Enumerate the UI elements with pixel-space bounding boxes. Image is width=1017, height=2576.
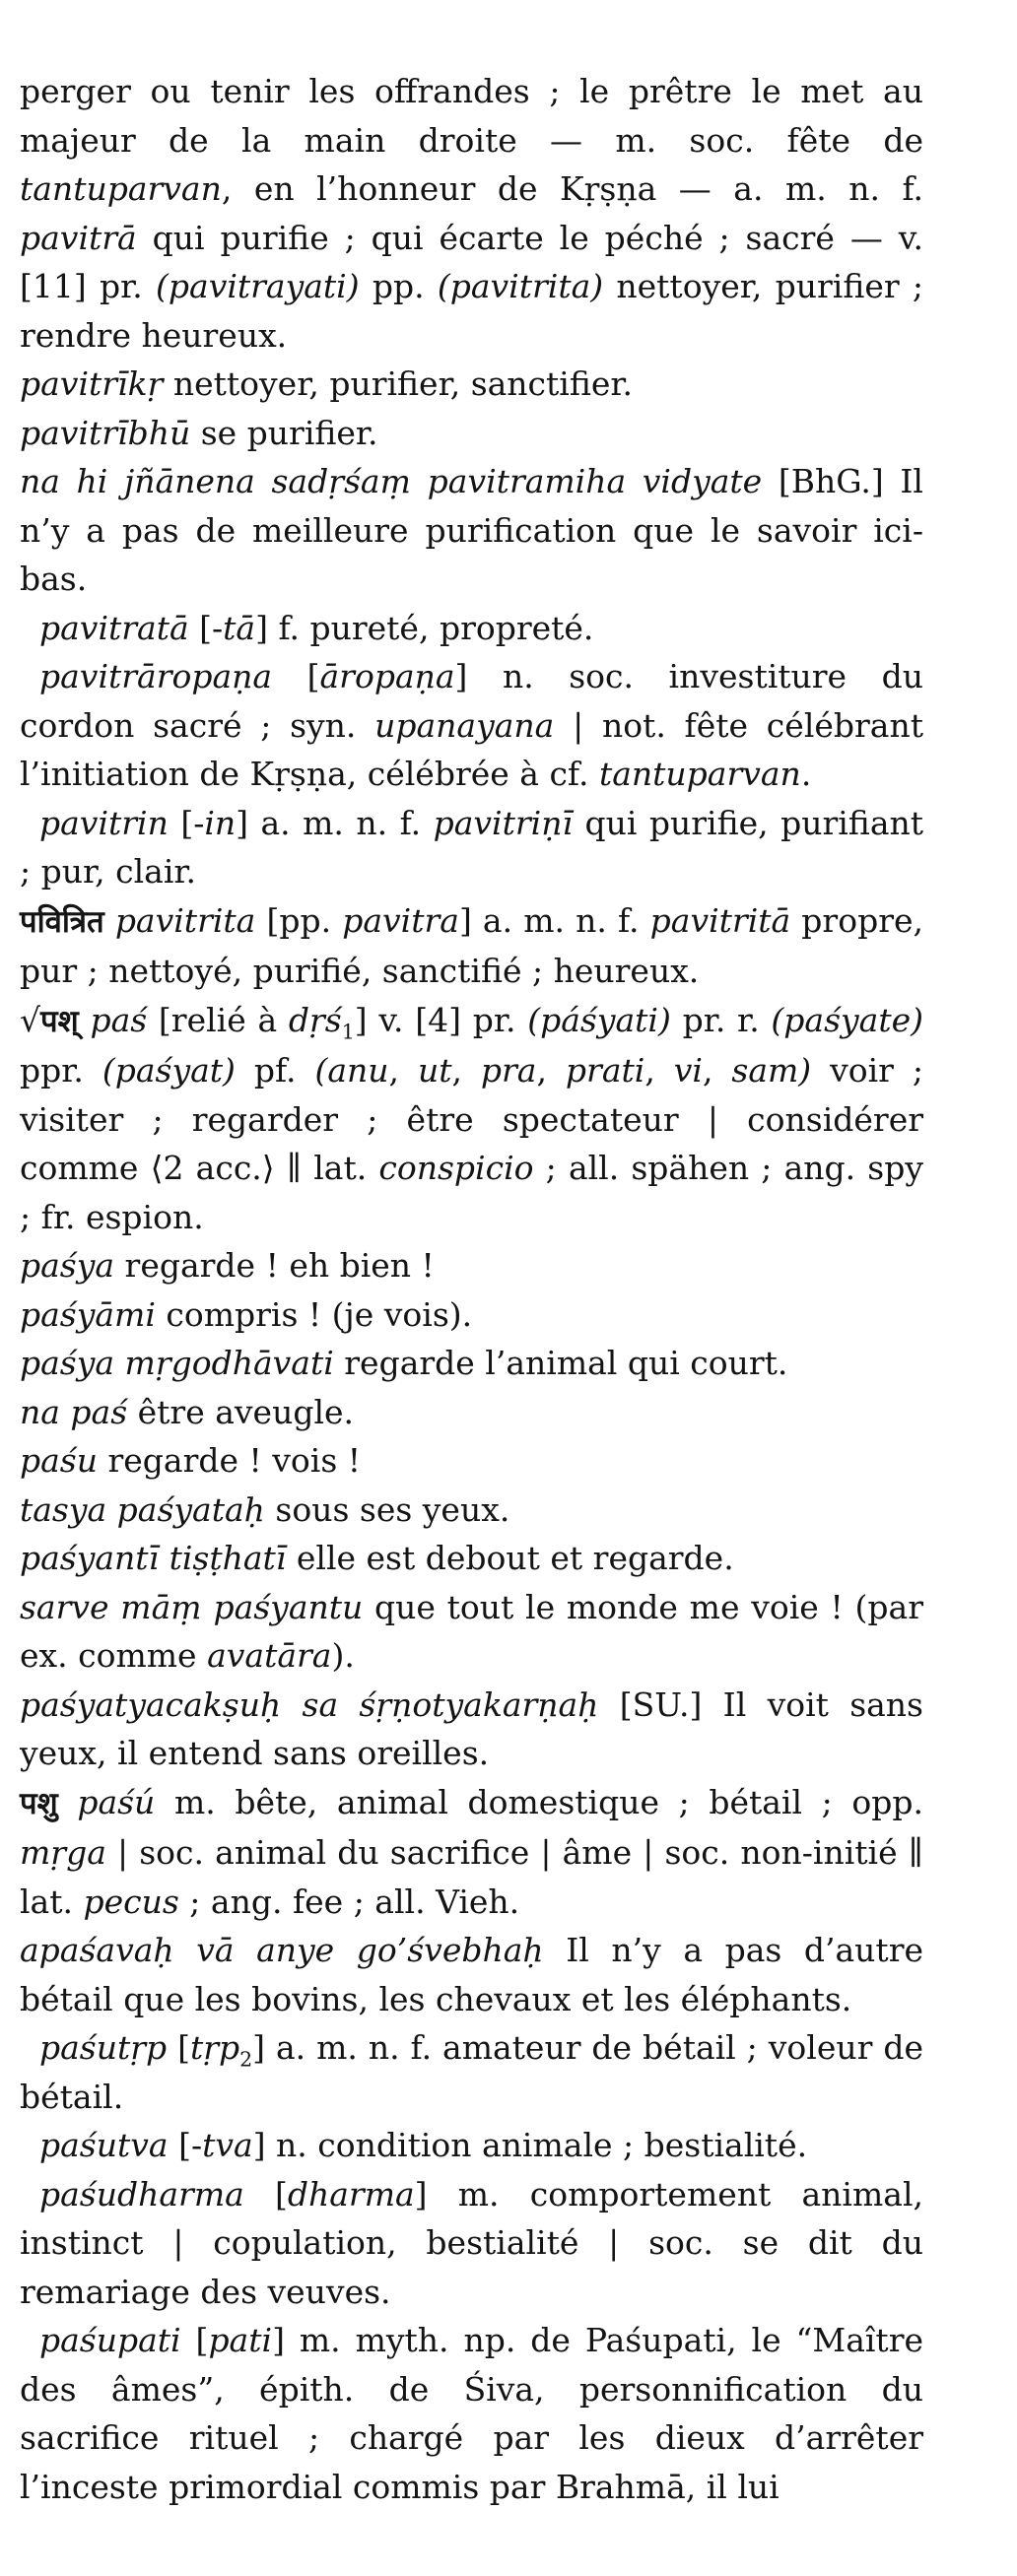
italic-text: in [204,803,237,842]
subscript-index: 2 [239,2047,253,2072]
plain-text: [ [180,2321,209,2359]
italic-text: (paśyat) [102,1051,236,1090]
entry-paragraph [20,1534,923,1583]
sub-entry [20,652,923,799]
italic-text: mṛga [20,1833,106,1872]
italic-text: pati [208,2321,273,2359]
italic-text: avatāra [207,1636,332,1675]
sub-entry [20,2121,923,2170]
italic-text: na hi jñānena sadṛśaṃ pavitramiha vidyate [20,462,763,500]
italic-text: paśyantī tiṣṭhatī [20,1539,287,1577]
entry-paragraph [20,1241,923,1290]
italic-text: pavitrin [39,803,169,842]
plain-text: pr. r. [670,1000,772,1039]
italic-text: pavitrā [20,218,137,257]
plain-text: [ [243,2174,288,2213]
italic-text: (anu [314,1051,389,1090]
plain-text: ). [331,1636,355,1675]
italic-text: paś [90,1000,148,1039]
plain-text [104,901,115,940]
entry-paragraph [20,1436,923,1486]
plain-text: | not. fête célébrant l’initiation de Kṛṣṇa, célébrée à cf. [20,705,923,793]
italic-text: paśudharma [39,2174,244,2213]
entry-paragraph [20,1681,923,1778]
plain-text: [ [167,2028,190,2067]
plain-text: se purifier. [190,413,378,452]
entry-paragraph [20,1583,923,1681]
plain-text: , [451,1051,481,1090]
plain-text: ] m. comportement animal, instinct | copulation, bestialité | soc. se dit du remariage des veuves. [20,2174,923,2311]
italic-text: pavitrita [114,900,256,940]
subscript-index: 1 [341,1020,355,1044]
plain-text: nettoyer, purifier ; rendre heureux. [20,267,924,355]
plain-text: , [702,1051,732,1090]
entry-paragraph [20,67,923,360]
plain-text: ; ang. fee ; all. Vieh. [178,1882,520,1921]
italic-text: (paśyate) [771,1000,924,1039]
plain-text: | soc. animal du sacrifice | âme | soc. non-initié ∥ lat. [20,1833,923,1921]
italic-text: (pavitrayati) [156,267,360,305]
entry-paragraph [20,996,923,1242]
italic-text: tasya paśyataḥ [20,1489,265,1529]
italic-text: paśú [77,1782,156,1821]
plain-text: ] n. condition animale ; bestialité. [252,2126,808,2164]
italic-text: vi [673,1051,703,1090]
plain-text: ] m. myth. np. de Paśupati, le “Maître des âmes”, épith. de Śiva, personnification du sacrifice rituel ; chargé par les dieux d’arrêter l’inceste primordial commis par Brahmā, il lui [20,2321,923,2506]
plain-text: [pp. [255,900,343,940]
devanagari-headword: पश् [40,1003,79,1039]
devanagari-headword: पवित्रित [20,903,104,940]
plain-text: ppr. [20,1051,102,1090]
sub-entry [20,2316,923,2511]
plain-text: , [644,1051,674,1090]
plain-text: ; all. spähen ; ang. spy ; fr. espion. [20,1149,923,1236]
sub-entry [20,2170,923,2317]
plain-text: , [536,1051,566,1090]
italic-text: paśyatyacakṣuḥ sa śṛṇotyakarṇaḥ [20,1684,599,1724]
plain-text: compris ! (je vois). [155,1294,473,1334]
italic-text: conspicio [378,1149,534,1187]
entry-paragraph [20,896,923,996]
sub-entry [20,604,923,653]
italic-text: pavitrīkṛ [20,364,164,403]
italic-text: pavitrībhū [20,413,191,452]
plain-text: regarde ! eh bien ! [114,1246,435,1285]
plain-text: √ [20,1000,41,1039]
plain-text: que tout le monde me voie ! (par ex. comme [20,1587,924,1675]
plain-text: , [388,1051,418,1090]
plain-text: [ [272,657,320,695]
italic-text: āropaṇa [319,657,455,695]
plain-text: regarde l’animal qui court. [333,1344,788,1382]
plain-text: Il n’y a pas d’autre bétail que les bovins, les chevaux et les éléphants. [20,1931,923,2018]
italic-text: paśutṛp [39,2028,168,2067]
plain-text: qui purifie ; qui écarte le péché ; sacré — v. [11] pr. [20,218,923,305]
plain-text [58,1783,78,1821]
italic-text: upanayana [374,705,555,745]
entry-paragraph [20,1339,923,1388]
italic-text: paśupati [39,2321,181,2359]
italic-text: pavitra [342,900,459,940]
italic-text: (pavitrita) [437,267,604,305]
plain-text: [- [188,608,224,647]
sub-entry [20,799,923,896]
italic-text: ut [417,1051,452,1090]
plain-text: . [800,755,812,793]
entry-paragraph [20,1778,923,1927]
italic-text: paśya [20,1246,115,1285]
plain-text: elle est debout et regarde. [286,1539,734,1577]
italic-text: tva [202,2126,253,2164]
devanagari-headword: पशु [20,1785,58,1821]
plain-text [79,1001,91,1039]
entry-paragraph [20,1486,923,1535]
plain-text: perger ou tenir les offrandes ; le prêtre le met au majeur de la main droite — m. soc. fête de [20,72,923,160]
italic-text: tā [223,608,256,647]
plain-text: pp. [359,267,438,305]
italic-text: paśya mṛgodhāvati [20,1344,334,1382]
plain-text: être aveugle. [127,1392,355,1431]
italic-text: dharma [287,2174,415,2213]
plain-text: ] v. [4] pr. [354,1000,528,1039]
plain-text: , en l’honneur de Kṛṣṇa — a. m. n. f. [221,169,923,208]
plain-text: [relié à [147,1000,289,1039]
plain-text: ] a. m. n. f. [236,803,434,842]
italic-text: apaśavaḥ vā anye go’śvebhaḥ [20,1931,544,1969]
italic-text: (páśyati) [527,1000,671,1039]
italic-text: paśu [20,1441,98,1480]
entry-paragraph [20,409,923,458]
plain-text: pf. [235,1051,315,1090]
italic-text: sarve māṃ paśyantu [20,1587,364,1626]
plain-text: m. bête, animal domestique ; bétail ; opp. [155,1782,923,1821]
italic-text: pavitriṇī [433,803,574,842]
entry-paragraph [20,1926,923,2023]
plain-text: propre, pur ; nettoyé, purifié, sanctifié ; heureux. [20,900,923,990]
italic-text: tantuparvan [598,755,801,793]
plain-text: sous ses yeux. [264,1489,510,1529]
plain-text: [- [168,2126,203,2164]
plain-text: regarde ! vois ! [98,1441,362,1480]
entry-paragraph [20,1388,923,1437]
italic-text: tṛp [189,2028,240,2067]
plain-text: [SU.] Il voit sans yeux, il entend sans oreilles. [20,1684,923,1772]
italic-text: dṛś [288,1000,342,1039]
plain-text: qui purifie, purifiant ; pur, clair. [20,803,924,891]
italic-text: pra [480,1051,537,1090]
plain-text: [BhG.] Il n’y a pas de meilleure purification que le savoir ici-bas. [20,462,923,598]
plain-text: ] f. pureté, propreté. [255,608,594,647]
entry-paragraph [20,1290,923,1340]
plain-text: ] a. m. n. f. [458,900,650,940]
italic-text: pavitritā [649,900,791,940]
italic-text: pecus [83,1882,179,1921]
plain-text: [- [168,803,205,842]
plain-text: ] n. soc. investiture du cordon sacré ; syn. [20,657,924,745]
entry-paragraph [20,457,923,604]
italic-text: paśutva [39,2126,169,2164]
italic-text: tantuparvan [20,169,222,208]
italic-text: paśyāmi [20,1294,156,1334]
plain-text: nettoyer, purifier, sanctifier. [163,364,634,403]
italic-text: pavitrāropaṇa [39,657,273,695]
italic-text: sam) [731,1051,812,1090]
plain-text: ] a. m. n. f. amateur de bétail ; voleur de bétail. [20,2028,923,2116]
sub-entry [20,2023,923,2121]
plain-text: voir ; visiter ; regarder ; être spectateur | considérer comme ⟨2 acc.⟩ ∥ lat. [20,1051,924,1187]
italic-text: prati [565,1051,645,1090]
entry-paragraph [20,360,923,409]
italic-text: pavitratā [39,608,189,647]
italic-text: na paś [20,1392,128,1431]
